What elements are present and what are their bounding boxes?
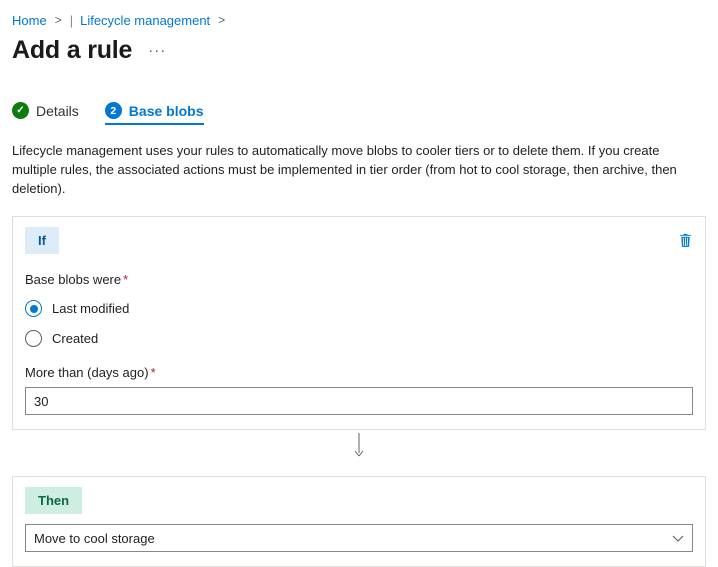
- title-row: [12, 36, 706, 65]
- radio-created[interactable]: [25, 330, 693, 347]
- if-card-header: [25, 227, 693, 254]
- radio-created-label: Created: [52, 331, 99, 346]
- more-than-days-text: More than (days ago): [25, 365, 149, 380]
- breadcrumb-divider: |: [69, 12, 74, 28]
- then-card-header: [25, 487, 693, 514]
- tab-base-blobs-label: Base blobs: [128, 102, 204, 119]
- if-condition-card: [12, 216, 706, 430]
- flow-connector: [12, 432, 706, 458]
- breadcrumb-item-lifecycle-management[interactable]: Lifecycle management: [80, 12, 211, 28]
- tab-details[interactable]: [12, 102, 79, 125]
- breadcrumb: [12, 10, 706, 30]
- page-description: Lifecycle management uses your rules to automatically move blobs to cooler tiers or to delete them. If you create multiple rules, the associated actions must be implemented in tier order (from hot to cool storage, then archive, then deletion).: [12, 143, 677, 196]
- base-blobs-were-text: Base blobs were: [25, 272, 122, 287]
- then-action-card: [12, 476, 706, 567]
- tab-details-label: Details: [36, 102, 79, 119]
- required-asterisk: *: [123, 272, 129, 287]
- if-pill-label: If: [25, 227, 59, 254]
- step-number-icon: 2: [105, 102, 122, 119]
- check-icon: ✓: [12, 102, 29, 119]
- breadcrumb-separator-icon: >: [54, 13, 62, 27]
- trash-icon[interactable]: [678, 232, 693, 250]
- down-arrow-icon: [353, 433, 365, 457]
- radio-last-modified-label: Last modified: [52, 301, 130, 316]
- radio-button-icon-last-modified[interactable]: [25, 300, 42, 317]
- breadcrumb-item-home[interactable]: Home: [12, 12, 47, 28]
- more-actions-button[interactable]: ···: [148, 42, 167, 59]
- days-ago-input[interactable]: [25, 387, 693, 415]
- radio-last-modified[interactable]: [25, 300, 693, 317]
- more-than-days-label: [25, 365, 693, 380]
- then-pill-label: Then: [25, 487, 82, 514]
- radio-button-icon-created[interactable]: [25, 330, 42, 347]
- base-blobs-were-label: [25, 272, 693, 287]
- action-select-wrap: [25, 524, 693, 552]
- page-title: Add a rule: [12, 36, 133, 64]
- required-asterisk-days: *: [150, 365, 156, 380]
- breadcrumb-separator-icon-2: >: [218, 13, 226, 27]
- tab-base-blobs[interactable]: [105, 102, 204, 125]
- wizard-tabs: [12, 93, 706, 125]
- action-select-value: Move to cool storage: [34, 530, 155, 546]
- action-select[interactable]: [25, 524, 693, 552]
